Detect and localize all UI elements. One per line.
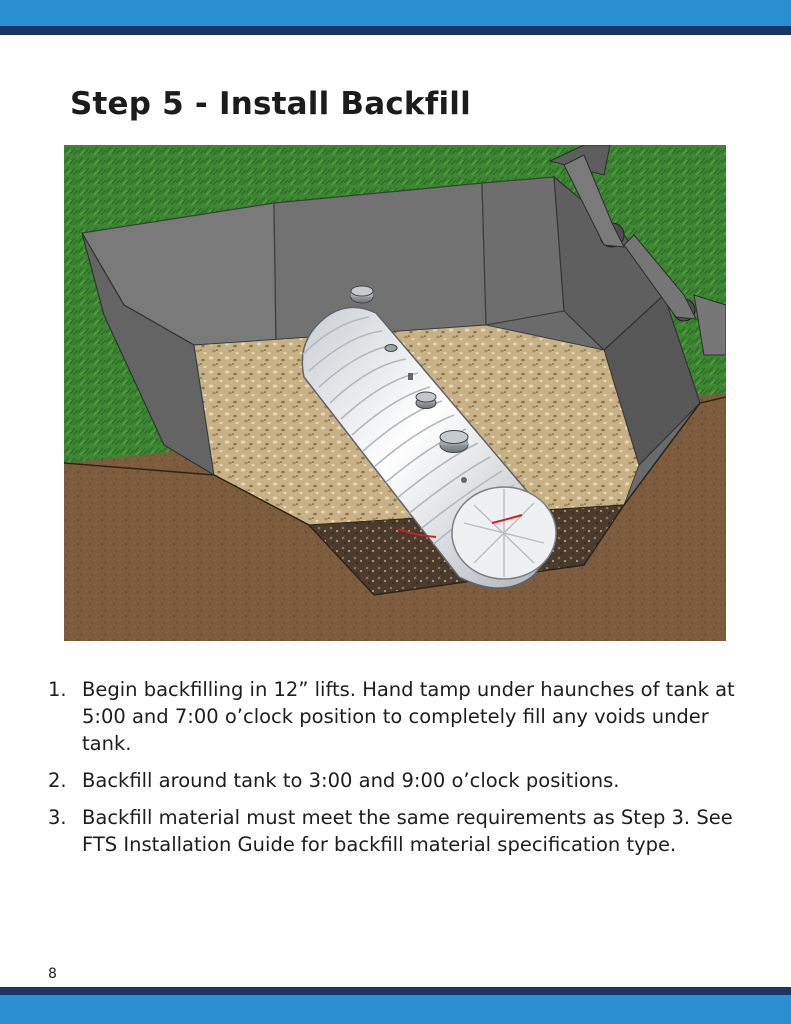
tank-backfill-illustration: [64, 145, 726, 641]
list-item: [48, 676, 758, 757]
step-text: Backfill around tank to 3:00 and 9:00 o’clock positions.: [82, 769, 620, 792]
step-text: Begin backfilling in 12” lifts. Hand tamp under haunches of tank at 5:00 and 7:00 o’clock position to completely fill any voids under tank.: [82, 678, 735, 755]
step-number: 1.: [48, 678, 67, 701]
header-band-light: [0, 0, 791, 26]
step-number: 2.: [48, 769, 67, 792]
step-text: Backfill material must meet the same requirements as Step 3. See FTS Installation Guide for backfill material specification type.: [82, 806, 733, 856]
instruction-list: [48, 676, 758, 868]
page-title: Step 5 - Install Backfill: [70, 86, 471, 122]
footer-band-light: [0, 995, 791, 1024]
step-number: 3.: [48, 806, 67, 829]
footer-band-dark: [0, 987, 791, 995]
header-band-dark: [0, 26, 791, 35]
list-item: [48, 804, 758, 858]
page-number: 8: [48, 966, 57, 982]
list-item: [48, 767, 758, 794]
